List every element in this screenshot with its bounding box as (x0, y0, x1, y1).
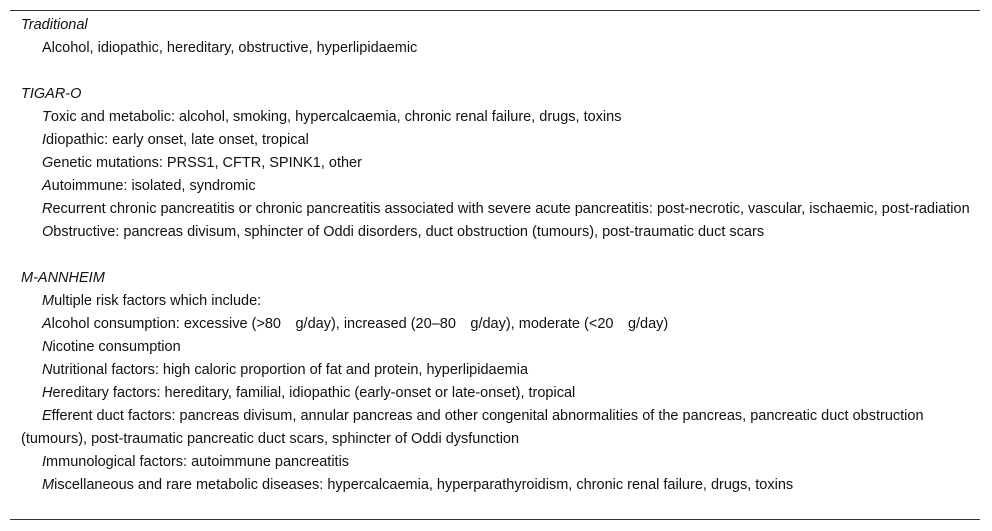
item-initial: M (42, 477, 55, 493)
item-text: ultiple risk factors which include: (54, 293, 262, 309)
list-item (21, 106, 976, 129)
item-text: iscellaneous and rare metabolic diseases: hypercalcaemia, hyperparathyroidism, chronic renal failure, drugs, toxins (54, 477, 794, 493)
item-initial: I (42, 454, 47, 470)
item-initial: A (42, 178, 52, 194)
item-initial: N (42, 339, 53, 355)
item-text: mmunological factors: autoimmune pancreatitis (46, 454, 350, 470)
list-item (21, 221, 976, 244)
table-content (21, 14, 976, 497)
list-item (21, 336, 976, 359)
list-item (21, 198, 976, 221)
list-item (21, 152, 976, 175)
item-initial: M (42, 293, 55, 309)
section-heading-m-annheim: M-ANNHEIM (21, 270, 105, 286)
list-item (21, 382, 976, 405)
item-initial: T (42, 109, 51, 125)
item-text: fferent duct factors: pancreas divisum, annular pancreas and other congenital abnormalities of the pancreas, pancreatic duct obstruction (tumours), post-traumatic pancreatic duct scars, sphincter of Oddi dysfunction (21, 408, 924, 447)
item-text: oxic and metabolic: alcohol, smoking, hypercalcaemia, chronic renal failure, drugs, toxins (50, 109, 622, 125)
section-heading-traditional: Traditional (21, 17, 88, 33)
item-text: ecurrent chronic pancreatitis or chronic pancreatitis associated with severe acute pancreatitis: post-necrotic, vascular, ischaemic, post-radiation (52, 201, 970, 217)
item-initial: H (42, 385, 53, 401)
item-initial: E (42, 408, 52, 424)
item-text: diopathic: early onset, late onset, tropical (46, 132, 309, 148)
section-heading-tigar-o: TIGAR-O (21, 86, 82, 102)
list-item (21, 451, 976, 474)
item-text: ereditary factors: hereditary, familial, idiopathic (early-onset or late-onset), tropical (52, 385, 576, 401)
item-text: lcohol consumption: excessive (>80 g/day), increased (20–80 g/day), moderate (<20 g/day) (51, 316, 669, 332)
list-item (21, 175, 976, 198)
item-initial: O (42, 224, 54, 240)
item-initial: N (42, 362, 53, 378)
list-item (21, 290, 976, 313)
list-item (21, 405, 976, 451)
item-text: bstructive: pancreas divisum, sphincter of Oddi disorders, duct obstruction (tumours), post-traumatic duct scars (53, 224, 765, 240)
list-item (21, 359, 976, 382)
item-initial: G (42, 155, 54, 171)
section-spacer (21, 244, 976, 267)
item-initial: I (42, 132, 47, 148)
classification-table (10, 10, 980, 520)
item-text: enetic mutations: PRSS1, CFTR, SPINK1, other (53, 155, 362, 171)
list-item (21, 37, 976, 60)
item-text: icotine consumption (52, 339, 181, 355)
list-item (21, 474, 976, 497)
item-initial: R (42, 201, 53, 217)
item-initial: A (42, 316, 52, 332)
item-text: Alcohol, idiopathic, hereditary, obstructive, hyperlipidaemic (42, 40, 418, 56)
item-text: utoimmune: isolated, syndromic (51, 178, 256, 194)
list-item (21, 313, 976, 336)
list-item (21, 129, 976, 152)
section-spacer (21, 60, 976, 83)
item-text: utritional factors: high caloric proportion of fat and protein, hyperlipidaemia (52, 362, 529, 378)
